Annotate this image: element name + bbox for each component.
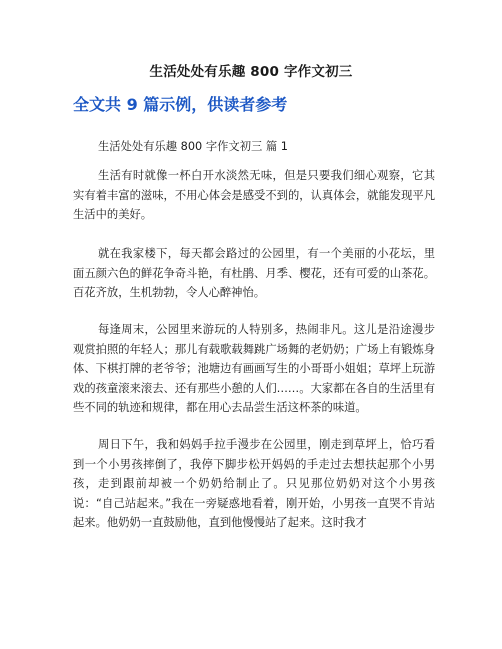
paragraph: 每逢周末，公园里来游玩的人特别多，热闹非凡。这儿是沿途漫步观赏拍照的年轻人；那儿有载歌载舞跳广场舞的老奶奶；广场上有锻炼身体、下棋打牌的老爷爷；池塘边有画画写生的小哥哥小姐姐；草坪上玩游戏的孩童滚来滚去、还有那些小憩的人们……。大家都在各自的生活里有些不同的轨迹和规律，都在用心去品尝生活这杯茶的味道。 xyxy=(73,323,435,415)
essay-heading: 生活处处有乐趣 800 字作文初三 篇 1 xyxy=(98,140,288,153)
paragraph: 生活有时就像一杯白开水淡然无味，但是只要我们细心观察，它其实有着丰富的滋味，不用心体会是感受不到的，认真体会，就能发现平凡生活中的美好。 xyxy=(73,169,435,222)
document-title: 生活处处有乐趣 800 字作文初三 xyxy=(149,64,353,80)
paragraph: 就在我家楼下，每天都会路过的公园里，有一个美丽的小花坛，里面五颜六色的鲜花争奇斗艳，有杜鹃、月季、樱花，还有可爱的山茶花。百花齐放，生机勃勃，令人心醉神怡。 xyxy=(73,247,435,300)
document-subtitle: 全文共 9 篇示例，供读者参考 xyxy=(73,95,288,114)
paragraph: 周日下午，我和妈妈手拉手漫步在公园里，刚走到草坪上，恰巧看到一个小男孩摔倒了，我停下脚步松开妈妈的手走过去想扶起那个小男孩，走到跟前却被一个奶奶给制止了。只见那位奶奶对这个小男孩说：“自己站起来。”我在一旁疑惑地看着，刚开始，小男孩一直哭不肯站起来。他奶奶一直鼓励他，直到他慢慢站了起来。这时我才 xyxy=(73,438,435,530)
